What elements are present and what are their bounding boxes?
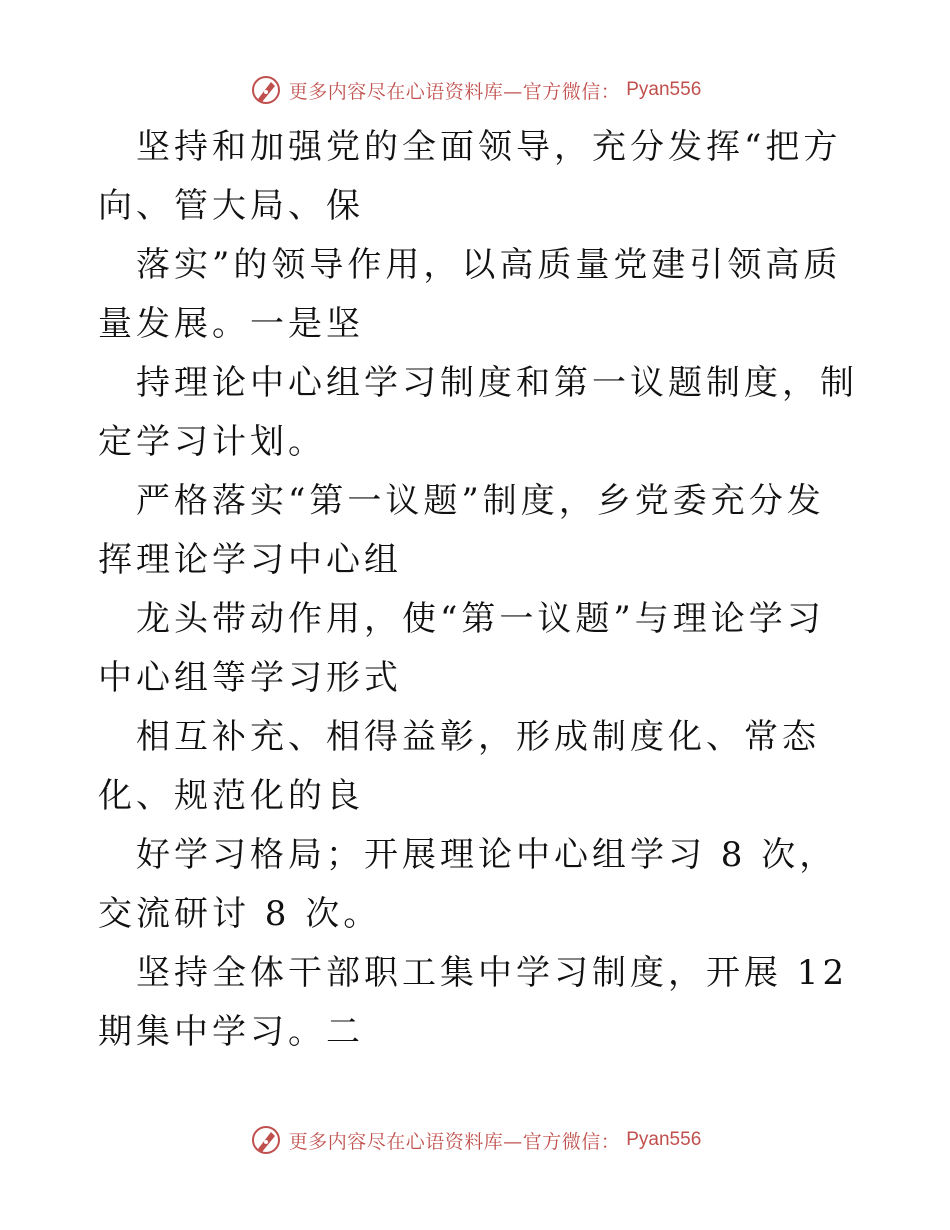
paragraph: 持理论中心组学习制度和第一议题制度，制定学习计划。 [98, 363, 858, 462]
paragraph: 相互补充、相得益彰，形成制度化、常态化、规范化的良 [98, 717, 820, 816]
header-watermark [0, 70, 950, 110]
paragraph: 落实”的领导作用，以高质量党建引领高质量发展。一是坚 [98, 245, 842, 344]
watermark-wechat-id: Pyan556 [626, 1129, 702, 1150]
pen-nib-logo-icon [249, 73, 283, 107]
paragraph: 严格落实“第一议题”制度，乡党委充分发挥理论学习中心组 [98, 481, 825, 580]
footer-watermark [0, 1120, 950, 1160]
paragraph: 好学习格局；开展理论中心组学习 8 次，交流研讨 8 次。 [98, 835, 838, 934]
paragraph: 坚持全体干部职工集中学习制度，开展 12 期集中学习。二 [98, 953, 849, 1052]
watermark-text: 更多内容尽在心语资料库—官方微信： [288, 80, 621, 103]
pen-nib-logo-icon [249, 1123, 283, 1157]
paragraph: 龙头带动作用，使“第一议题”与理论学习中心组等学习形式 [98, 599, 825, 698]
document-body [98, 118, 858, 1062]
watermark-wechat-id: Pyan556 [626, 79, 702, 100]
paragraph: 坚持和加强党的全面领导，充分发挥“把方向、管大局、保 [98, 127, 842, 226]
watermark-text: 更多内容尽在心语资料库—官方微信： [288, 1130, 621, 1153]
